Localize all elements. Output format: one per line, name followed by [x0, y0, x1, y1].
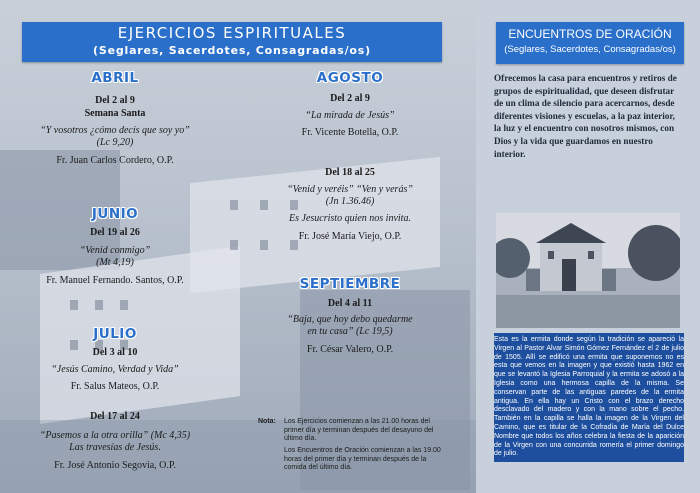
agosto-invite: Es Jesucristo quien nos invita. [289, 213, 411, 224]
abril-dates: Del 2 al 9 [95, 95, 135, 106]
abril-label: Semana Santa [84, 108, 146, 119]
nota-encuentros: Los Encuentros de Oración comienzan a las 19.00 horas del primer día y terminan después de la comida del último día. [284, 447, 441, 471]
abril-ref: (Lc 9,20) [96, 137, 134, 148]
junio-dates: Del 19 al 26 [90, 227, 140, 238]
month-julio: JULIO [93, 326, 137, 342]
encuentros-intro: Ofrecemos la casa para encuentros y retiros de grupos de espiritualidad, que deseen disfrutar de un clima de silencio para acercarnos, desde diferentes visiones y escuelas, a la paz interior, la luz y el encuentro con nosotros mismos, con Dios y la vida que guardamos en nuestro interior. [494, 73, 677, 159]
junio-speaker: Fr. Manuel Fernando. Santos, O.P. [46, 275, 184, 286]
junio-ref: (Mt 4,19) [96, 257, 134, 268]
encuentros-subtitle: (Seglares, Sacerdotes, Consagradas/os) [504, 44, 676, 55]
retreats-header [22, 22, 442, 62]
septiembre-speaker: Fr. César Valero, O.P. [306, 344, 394, 355]
nota-ejercicios: Los Ejercicios comienzan a las 21.00 horas del primer día y terminan después del desayuno del último día. [284, 418, 434, 442]
agosto-quote-2: “Venid y veréis” “Ven y verás” [287, 184, 413, 195]
abril-quote: “Y vosotros ¿cómo decís que soy yo” [40, 125, 190, 136]
retreats-title: EJERCICIOS ESPIRITUALES [117, 24, 347, 42]
month-abril: ABRIL [91, 70, 139, 86]
julio-dates: Del 3 al 10 [92, 347, 138, 358]
month-junio: JUNIO [91, 206, 139, 222]
agosto-speaker: Fr. Vicente Botella, O.P. [301, 127, 399, 138]
retreats-subtitle: (Seglares, Sacerdotes, Consagradas/os) [93, 44, 371, 57]
agosto-dates: Del 2 al 9 [330, 93, 370, 104]
hermitage-illustration [496, 213, 680, 328]
month-agosto: AGOSTO [316, 70, 384, 86]
septiembre-quote: “Baja, que hoy debo quedarme [287, 314, 413, 325]
septiembre-ref: en tu casa” (Lc 19,5) [307, 326, 393, 337]
julio-speaker: Fr. Salus Mateos, O.P. [70, 381, 160, 392]
nota-label: Nota: [258, 418, 276, 425]
agosto-speaker-2: Fr. José María Viejo, O.P. [298, 231, 402, 242]
abril-speaker: Fr. Juan Carlos Cordero, O.P. [56, 155, 174, 166]
julio-quote: “Jesús Camino, Verdad y Vida” [51, 364, 179, 375]
julio-quote-2: “Pasemos a la otra orilla” (Mc 4,35) [39, 430, 191, 441]
hermitage-photo [496, 213, 680, 328]
encuentros-title: ENCUENTROS DE ORACIÓN [508, 27, 672, 41]
septiembre-dates: Del 4 al 11 [327, 298, 373, 309]
julio-dates-2: Del 17 al 24 [90, 411, 140, 422]
julio-subtitle-2: Las travesías de Jesús. [69, 442, 161, 453]
month-septiembre: SEPTIEMBRE [299, 276, 401, 292]
agosto-quote: “La mirada de Jesús” [305, 110, 395, 121]
agosto-dates-2: Del 18 al 25 [325, 167, 375, 178]
julio-speaker-2: Fr. José Antonio Segovia, O.P. [54, 460, 176, 471]
junio-quote: “Venid conmigo” [79, 245, 151, 256]
hermitage-description: Esta es la ermita donde según la tradición se apareció la Virgen al Pastor Alvar Simón Gómez Fernández el 2 de julio de 1505. Allí se edificó una ermita que suponemos no es esta que vemos en la imagen y que existió hasta 1962 en que se levantó la Iglesia Parroquial y la ermita se adosó a la Iglesia como una hermosa capilla de la misma. Se conservan parte de las antiguas paredes de la ermita antigua. En ella hay un Cristo con el brazo derecho desclavado del madero y con la mano sobre el pecho. También en la capilla se halla la imagen de la Virgen del Camino, que es titular de la Cofradía de María del Dulce Nombre que todos los años celebra la fiesta de la aparición de la Virgen con una concurrida romería el primer domingo de julio. [494, 333, 684, 462]
agosto-ref-2: (Jn 1.36.46) [325, 196, 375, 207]
encuentros-header [496, 22, 684, 64]
